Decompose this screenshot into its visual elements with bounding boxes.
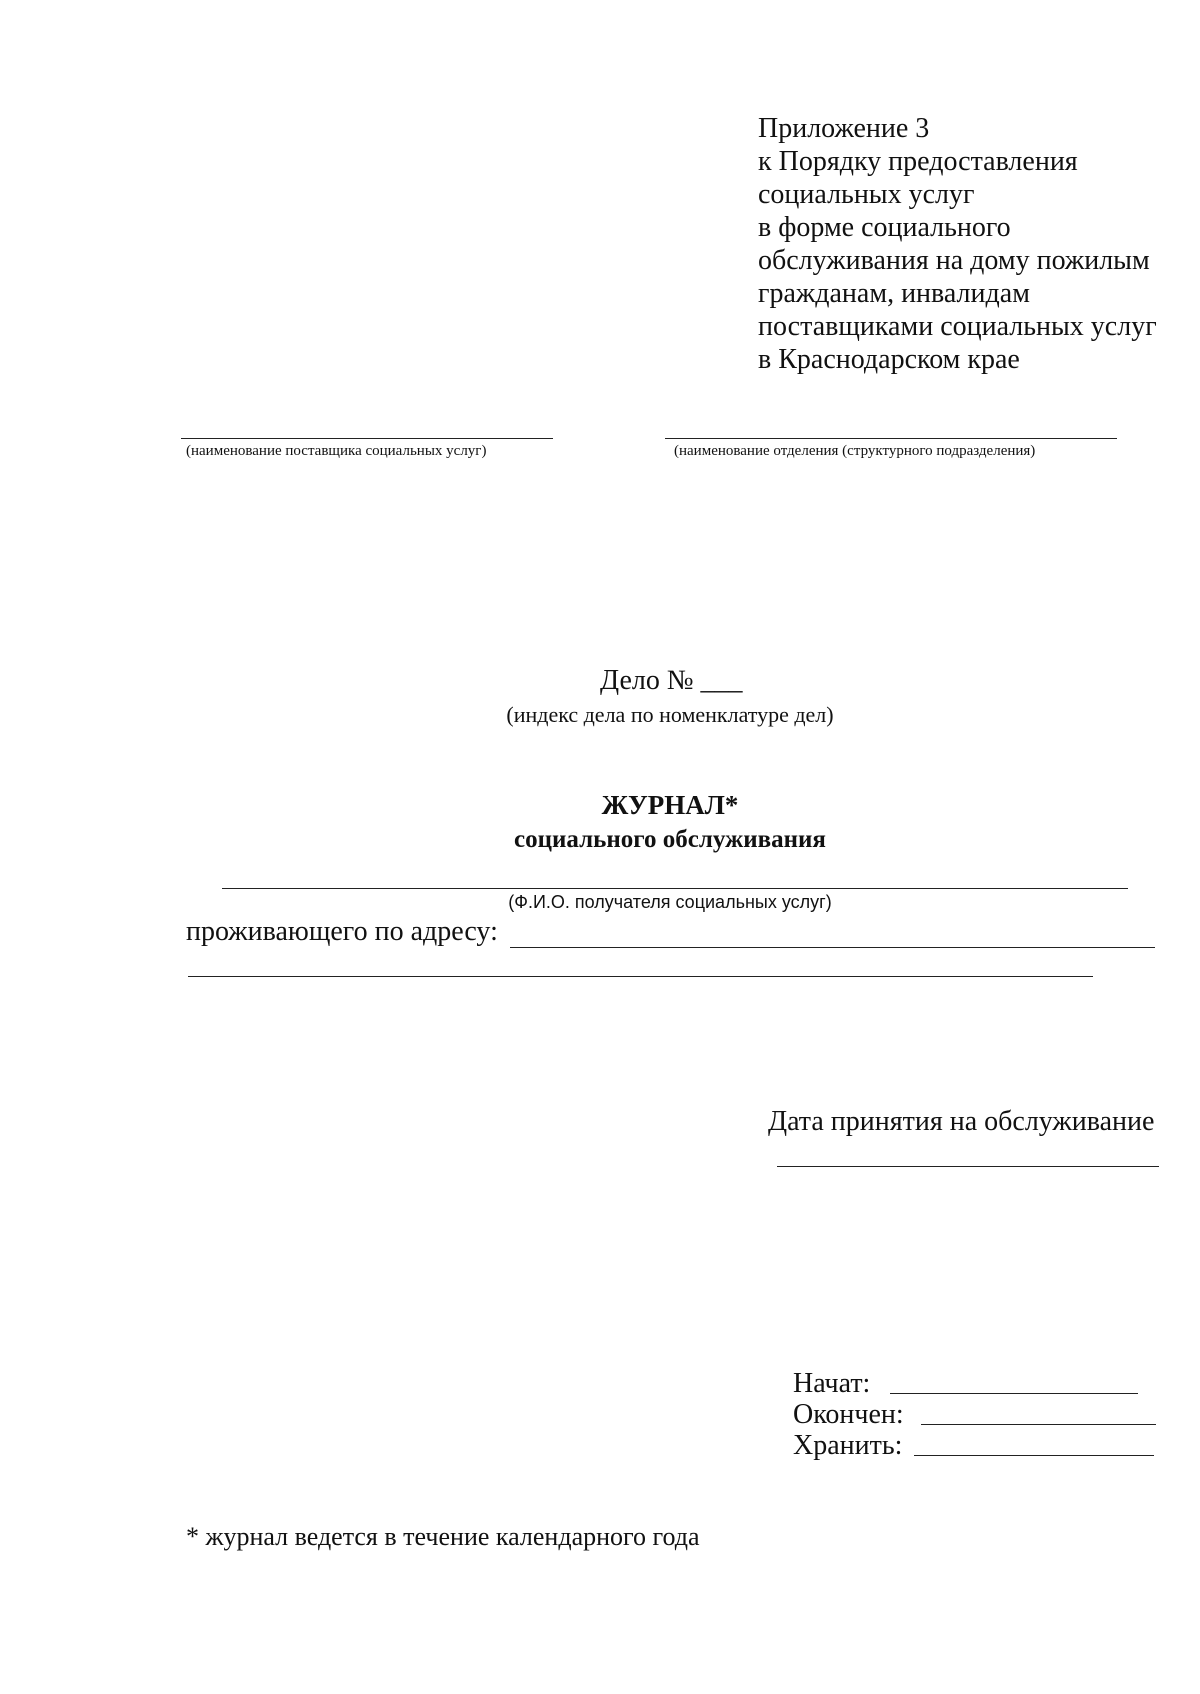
journal-subtitle: социального обслуживания — [514, 826, 826, 853]
case-index-caption: (индекс дела по номенклатуре дел) — [506, 702, 834, 727]
footnote: * журнал ведется в течение календарного года — [186, 1522, 700, 1551]
service-date-field[interactable] — [777, 1166, 1159, 1167]
appendix-line: в Краснодарском крае — [758, 344, 1020, 375]
appendix-line: обслуживания на дому пожилым — [758, 245, 1150, 276]
appendix-line: к Порядку предоставления — [758, 146, 1078, 177]
provider-name-caption: (наименование поставщика социальных услуг) — [186, 443, 487, 459]
department-name-field[interactable] — [665, 438, 1117, 439]
appendix-line: гражданам, инвалидам — [758, 278, 1030, 309]
finished-label: Окончен: — [793, 1399, 904, 1430]
appendix-heading — [758, 112, 1178, 376]
case-number: Дело № ___ — [600, 665, 743, 696]
keep-label: Хранить: — [793, 1430, 903, 1461]
department-name-caption: (наименование отделения (структурного подразделения) — [674, 443, 1036, 459]
finished-field[interactable] — [921, 1424, 1156, 1425]
appendix-line: Приложение 3 — [758, 113, 930, 144]
address-field-line-2[interactable] — [188, 976, 1093, 977]
journal-title: ЖУРНАЛ* — [601, 790, 739, 820]
started-label: Начат: — [793, 1368, 871, 1399]
recipient-name-caption: (Ф.И.О. получателя социальных услуг) — [508, 892, 832, 912]
recipient-name-field[interactable] — [222, 888, 1128, 889]
appendix-line: в форме социального — [758, 212, 1011, 243]
keep-field[interactable] — [914, 1455, 1154, 1456]
appendix-line: социальных услуг — [758, 179, 975, 210]
appendix-line: поставщиками социальных услуг — [758, 311, 1157, 342]
address-field[interactable] — [510, 947, 1155, 948]
provider-name-field[interactable] — [181, 438, 553, 439]
address-label: проживающего по адресу: — [186, 916, 498, 947]
service-date-label: Дата принятия на обслуживание — [768, 1106, 1155, 1137]
started-field[interactable] — [890, 1393, 1138, 1394]
